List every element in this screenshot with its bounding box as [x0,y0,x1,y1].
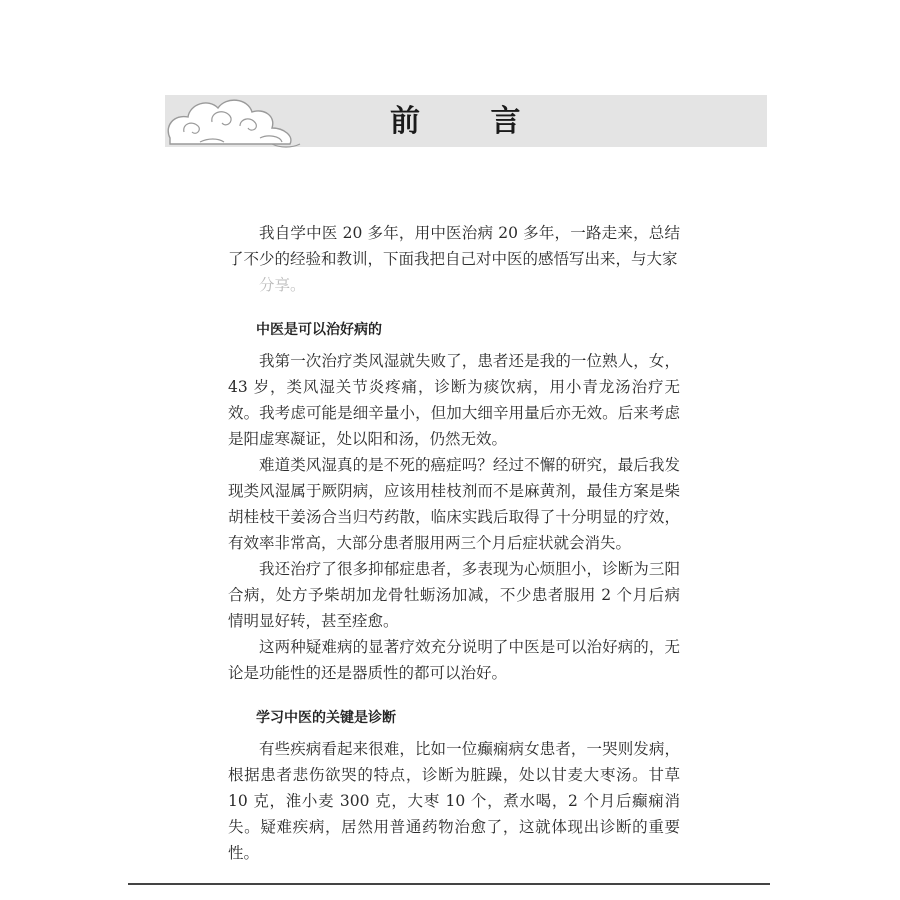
section-heading: 学习中医的关键是诊断 [256,710,396,726]
section-paragraph: 难道类风湿真的是不死的癌症吗？经过不懈的研究，最后我发现类风湿属于厥阴病，应该用桂枝剂而不是麻黄剂，最佳方案是柴胡桂枝干姜汤合当归芍药散，临床实践后取得了十分明显的疗效，有效率非常高，大部分患者服用两三个月后症状就会消失。 [228,456,680,552]
intro-faded-line: 分享。 [259,276,306,294]
section-paragraph: 我第一次治疗类风湿就失败了，患者还是我的一位熟人，女，43 岁，类风湿关节炎疼痛，诊断为痰饮病，用小青龙汤治疗无效。我考虑可能是细辛量小，但加大细辛用量后亦无效。后来考虑是阳虚寒凝证，处以阳和汤，仍然无效。 [228,352,680,448]
section-heading: 中医是可以治好病的 [256,322,382,338]
page-title: 前 言 [390,104,551,139]
auspicious-cloud-icon [160,86,310,156]
body-text [228,220,680,866]
section-paragraph: 有些疾病看起来很难，比如一位癫痫病女患者，一哭则发病，根据患者悲伤欲哭的特点，诊断为脏躁，处以甘麦大枣汤。甘草 10 克，淮小麦 300 克，大枣 10 个，煮水喝，2 个月后癫痫消失。疑难疾病，居然用普通药物治愈了，这就体现出诊断的重要性。 [228,740,680,862]
footer-divider [128,883,770,885]
intro-paragraph: 我自学中医 20 多年，用中医治病 20 多年，一路走来，总结了不少的经验和教训，下面我把自己对中医的感悟写出来，与大家 [228,224,680,268]
section-paragraph: 我还治疗了很多抑郁症患者，多表现为心烦胆小，诊断为三阳合病，处方予柴胡加龙骨牡蛎汤加减，不少患者服用 2 个月后病情明显好转，甚至痊愈。 [228,560,680,630]
section-paragraph: 这两种疑难病的显著疗效充分说明了中医是可以治好病的，无论是功能性的还是器质性的都可以治好。 [228,638,680,682]
